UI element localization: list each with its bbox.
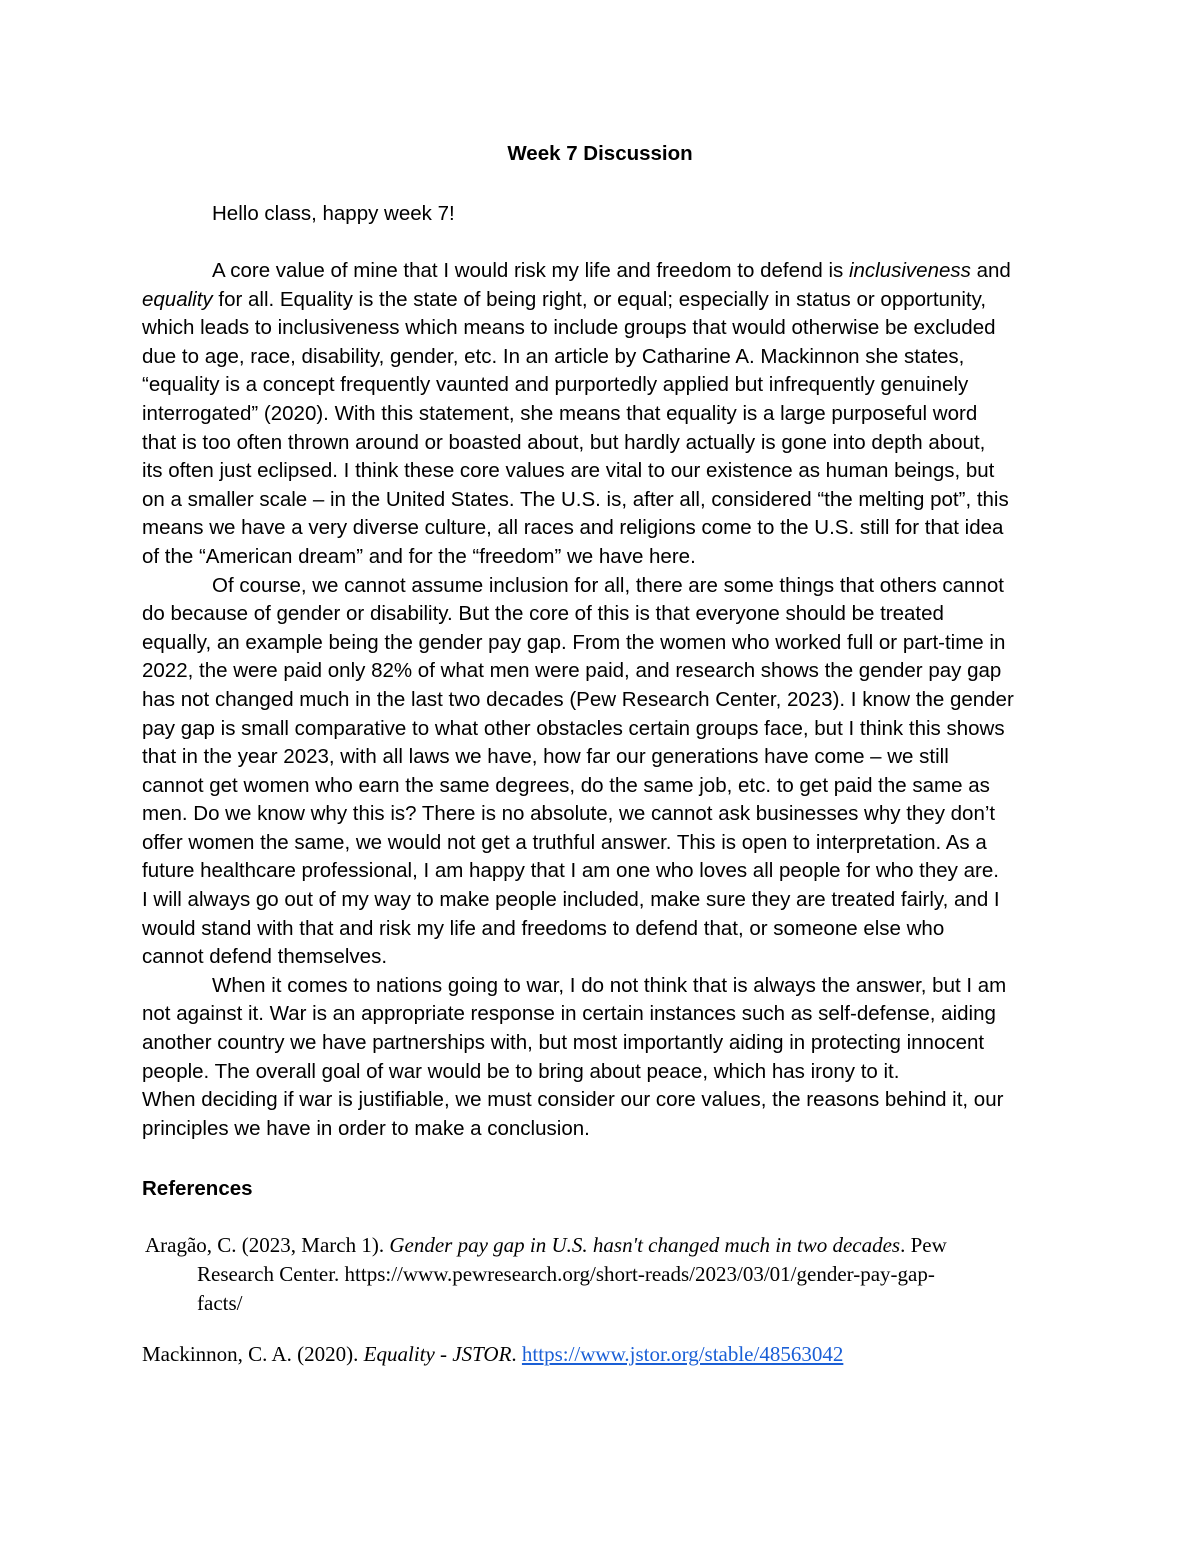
paragraph-line: When it comes to nations going to war, I do not think that is always the answer, but I am	[212, 973, 1007, 997]
paragraph-line: which leads to inclusiveness which means to include groups that would otherwise be excluded	[142, 316, 996, 340]
paragraph-line: not against it. War is an appropriate response in certain instances such as self-defense, aiding	[142, 1002, 996, 1026]
paragraph-line: When deciding if war is justifiable, we must consider our core values, the reasons behind it, our	[142, 1088, 1004, 1112]
text-run: A core value of mine that I would risk my life and freedom to defend is	[212, 259, 849, 282]
paragraph-line: do because of gender or disability. But the core of this is that everyone should be treated	[142, 602, 944, 626]
paragraph-line: pay gap is small comparative to what other obstacles certain groups face, but I think this shows	[142, 716, 1005, 740]
paragraph-line: offer women the same, we would not get a truthful answer. This is open to interpretation. As a	[142, 830, 987, 854]
references-heading: References	[142, 1177, 253, 1200]
reference-entry	[142, 1340, 843, 1369]
paragraph-line: I will always go out of my way to make people included, make sure they are treated fairly, and I	[142, 888, 1000, 912]
reference-link[interactable]: https://www.jstor.org/stable/48563042	[521, 1342, 844, 1366]
paragraph-line: due to age, race, disability, gender, etc. In an article by Catharine A. Mackinnon she states,	[142, 344, 965, 368]
page-title: Week 7 Discussion	[507, 142, 693, 165]
reference-line: facts/	[197, 1291, 243, 1315]
paragraph-line: has not changed much in the last two decades (Pew Research Center, 2023). I know the gender	[142, 687, 1014, 711]
paragraph-line: means we have a very diverse culture, all races and religions come to the U.S. still for that idea	[142, 516, 1004, 540]
paragraph-line: future healthcare professional, I am happy that I am one who loves all people for who they are.	[142, 859, 999, 883]
paragraph-line: Of course, we cannot assume inclusion for all, there are some things that others cannot	[212, 573, 1004, 597]
paragraph-line: would stand with that and risk my life and freedoms to defend that, or someone else who	[142, 916, 945, 940]
paragraph-line: that in the year 2023, with all laws we have, how far our generations have come – we still	[142, 745, 949, 769]
paragraph-line: principles we have in order to make a conclusion.	[142, 1116, 590, 1140]
essay-body	[142, 257, 1062, 1143]
paragraph-line	[142, 286, 1062, 315]
paragraph-line	[142, 257, 1062, 286]
text-run: and	[970, 259, 1011, 282]
text-run: Aragão, C. (2023, March 1).	[145, 1233, 390, 1257]
paragraph-line: men. Do we know why this is? There is no absolute, we cannot ask businesses why they don’t	[142, 802, 996, 826]
paragraph-line: its often just eclipsed. I think these core values are vital to our existence as human beings, but	[142, 459, 995, 483]
italic-term-equality: equality	[142, 287, 213, 311]
reference-title: Equality - JSTOR	[363, 1342, 512, 1366]
reference-entry	[145, 1231, 947, 1318]
greeting: Hello class, happy week 7!	[212, 202, 455, 225]
paragraph-line: on a smaller scale – in the United States. The U.S. is, after all, considered “the melting pot”, this	[142, 487, 1009, 511]
paragraph-line: that is too often thrown around or boasted about, but hardly actually is gone into depth about,	[142, 430, 986, 454]
paragraph-line: 2022, the were paid only 82% of what men were paid, and research shows the gender pay gap	[142, 659, 1002, 683]
paragraph-line: interrogated” (2020). With this statement, she means that equality is a large purposeful word	[142, 401, 978, 425]
paragraph-line: another country we have partnerships with, but most importantly aiding in protecting innocent	[142, 1031, 985, 1055]
text-run: . Pew	[900, 1233, 947, 1257]
paragraph-line: cannot defend themselves.	[142, 945, 388, 969]
reference-line	[145, 1231, 947, 1260]
reference-title: Gender pay gap in U.S. hasn't changed much in two decades	[389, 1233, 901, 1257]
paragraph-line: “equality is a concept frequently vaunted and purportedly applied but infrequently genuinely	[142, 373, 969, 397]
text-run: for all. Equality is the state of being right, or equal; especially in status or opportunity,	[212, 287, 987, 311]
text-run: Mackinnon, C. A. (2020).	[142, 1342, 364, 1366]
italic-term-inclusiveness: inclusiveness	[848, 259, 971, 282]
text-run: .	[511, 1342, 522, 1366]
paragraph-line: cannot get women who earn the same degrees, do the same job, etc. to get paid the same as	[142, 773, 990, 797]
paragraph-line: of the “American dream” and for the “freedom” we have here.	[142, 544, 696, 568]
paragraph-line: equally, an example being the gender pay gap. From the women who worked full or part-time in	[142, 630, 1006, 654]
paragraph-line: people. The overall goal of war would be to bring about peace, which has irony to it.	[142, 1059, 900, 1083]
reference-line	[142, 1340, 843, 1369]
reference-line: Research Center. https://www.pewresearch.org/short-reads/2023/03/01/gender-pay-gap-	[197, 1262, 935, 1286]
